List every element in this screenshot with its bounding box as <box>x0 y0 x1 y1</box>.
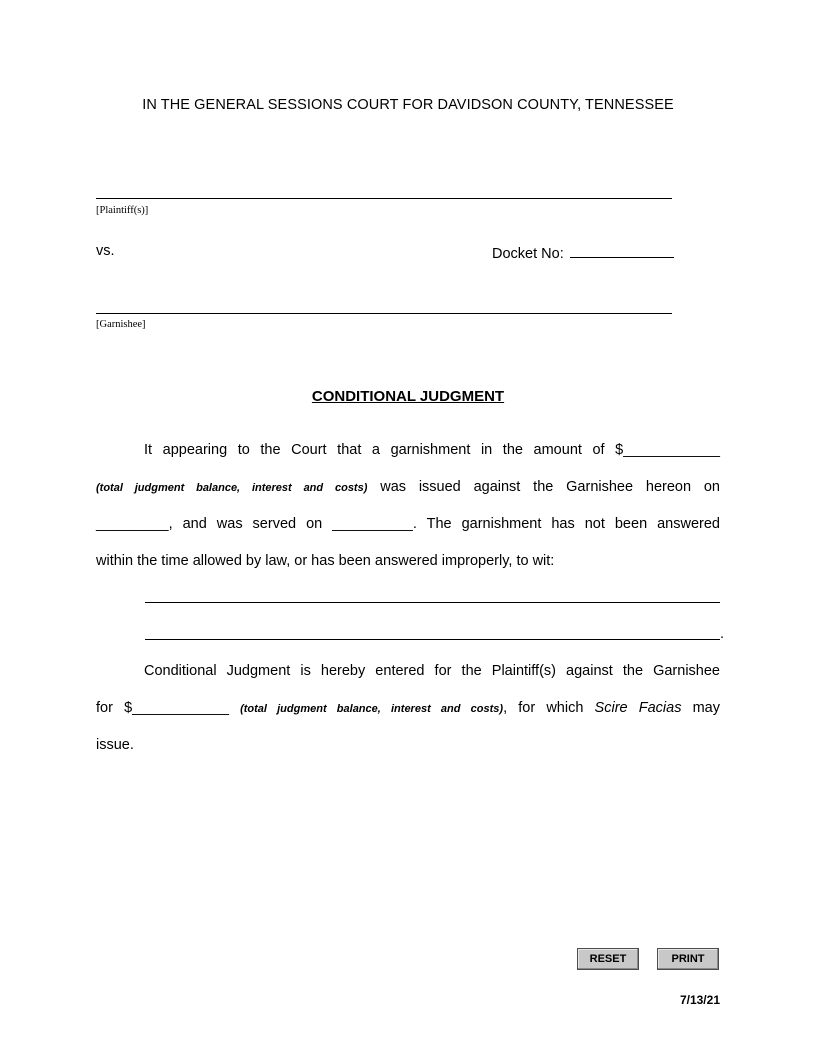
judgment-amount-text: for $____________ <box>96 700 241 716</box>
paragraph-1-line-2-text: was issued against the Garnishee hereon on <box>367 479 720 495</box>
judgment-amount-note: (total judgment balance, interest and costs) <box>240 703 504 715</box>
docket-number-line <box>570 243 674 258</box>
paragraph-2-line-3: issue. <box>96 737 134 753</box>
answer-line-1 <box>145 602 720 603</box>
paragraph-1-line-3: _________, and was served on __________. The garnishment has not been answered <box>96 516 720 532</box>
paragraph-1-line-4: within the time allowed by law, or has been answered improperly, to wit: <box>96 553 555 569</box>
scire-facias-text: Scire Facias <box>594 700 682 716</box>
paragraph-1-line-2 <box>96 478 720 497</box>
answer-period: . <box>720 626 725 642</box>
plaintiff-label: [Plaintiff(s)] <box>96 205 149 216</box>
amount-note: (total judgment balance, interest and costs) <box>96 482 368 494</box>
court-title: IN THE GENERAL SESSIONS COURT FOR DAVIDSON COUNTY, TENNESSEE <box>142 97 674 113</box>
docket-label: Docket No: <box>492 246 564 262</box>
paragraph-2-mid-text: , for which <box>503 700 595 716</box>
vs-label: vs. <box>96 243 115 259</box>
paragraph-1-line-1: It appearing to the Court that a garnishment in the amount of $____________ <box>144 442 720 458</box>
paragraph-2-line-1: Conditional Judgment is hereby entered for the Plaintiff(s) against the Garnishee <box>144 663 720 679</box>
document-heading: CONDITIONAL JUDGMENT <box>311 388 505 405</box>
garnishee-label: [Garnishee] <box>96 319 146 330</box>
garnishee-signature-line <box>96 313 672 314</box>
docket-field <box>492 243 674 262</box>
plaintiff-signature-line <box>96 198 672 199</box>
paragraph-2-end-text: may <box>681 700 720 716</box>
paragraph-2-line-2 <box>96 699 720 718</box>
form-version-date: 7/13/21 <box>679 993 720 1007</box>
answer-line-2 <box>145 639 720 640</box>
reset-button[interactable]: RESET <box>577 948 639 970</box>
print-button[interactable]: PRINT <box>657 948 719 970</box>
